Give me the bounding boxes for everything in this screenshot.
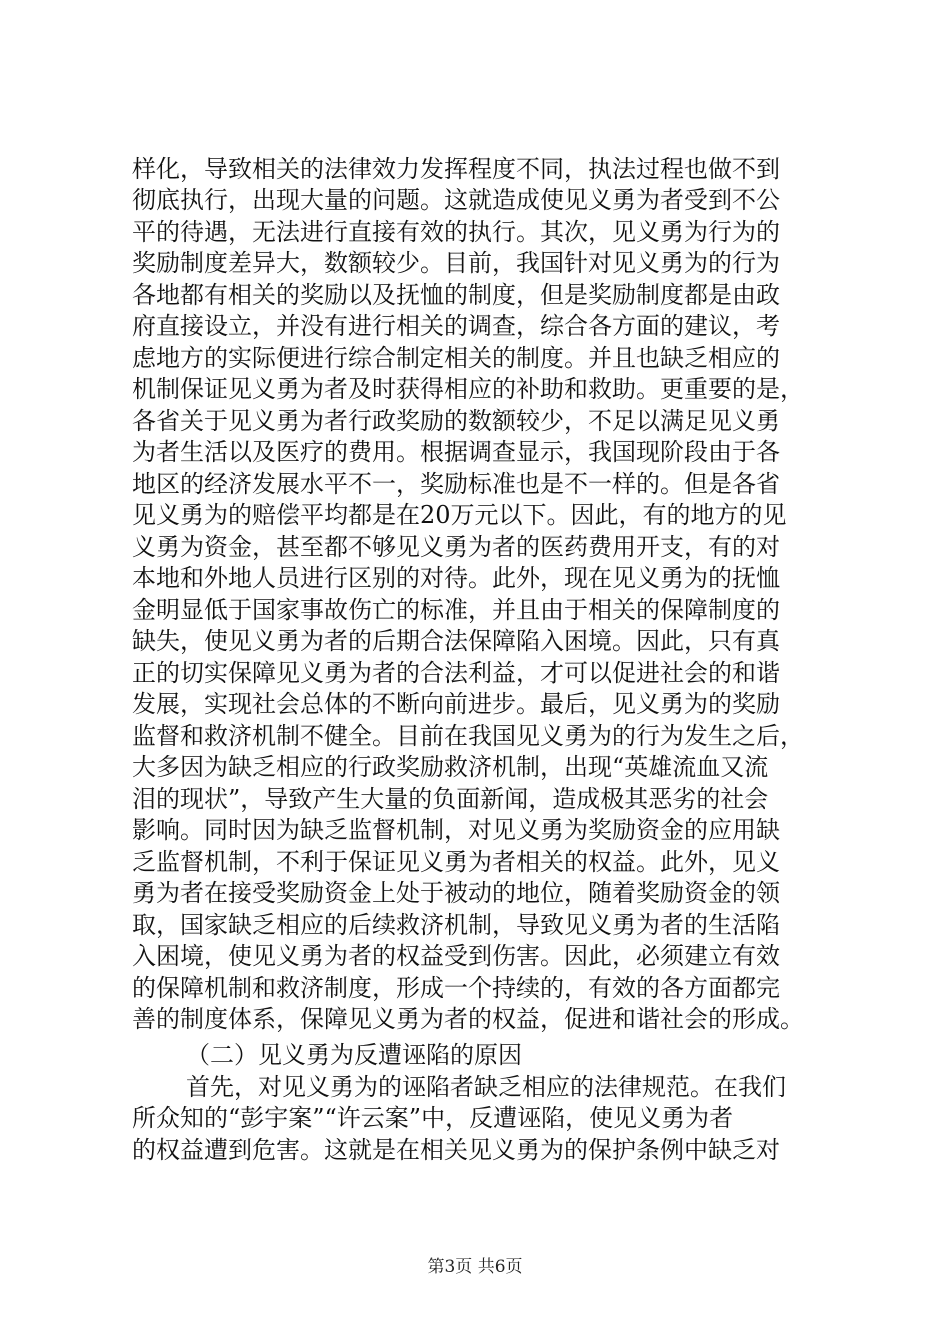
body-text-line: 见义勇为的赔偿平均都是在20万元以下。因此，有的地方的见 bbox=[132, 501, 787, 530]
body-text-line: 乏监督机制，不利于保证见义勇为者相关的权益。此外，见义 bbox=[132, 847, 780, 876]
body-text-line: 奖励制度差异大，数额较少。目前，我国针对见义勇为的行为 bbox=[132, 249, 780, 278]
body-text-line: 各省关于见义勇为者行政奖励的数额较少，不足以满足见义勇 bbox=[132, 406, 780, 435]
body-text-line: 平的待遇，无法进行直接有效的执行。其次，见义勇为行为的 bbox=[132, 217, 780, 246]
body-text-line: 彻底执行，出现大量的问题。这就造成使见义勇为者受到不公 bbox=[132, 186, 780, 215]
body-text-line: 监督和救济机制不健全。目前在我国见义勇为的行为发生之后， bbox=[132, 721, 804, 750]
body-text-line: 善的制度体系，保障见义勇为者的权益，促进和谐社会的形成。 bbox=[132, 1005, 804, 1034]
body-text-line: 虑地方的实际便进行综合制定相关的制度。并且也缺乏相应的 bbox=[132, 343, 780, 372]
body-text-line: 泪的现状”，导致产生大量的负面新闻，造成极其恶劣的社会 bbox=[132, 784, 769, 813]
body-text-line: 正的切实保障见义勇为者的合法利益，才可以促进社会的和谐 bbox=[132, 658, 780, 687]
body-text-line: 首先，对见义勇为的诬陷者缺乏相应的法律规范。在我们 bbox=[186, 1072, 786, 1101]
body-text-line: 各地都有相关的奖励以及抚恤的制度，但是奖励制度都是由政 bbox=[132, 280, 780, 309]
body-text-line: 发展，实现社会总体的不断向前进步。最后，见义勇为的奖励 bbox=[132, 690, 780, 719]
page-footer: 第3页 共6页 bbox=[427, 1257, 523, 1277]
body-text-line: 缺失，使见义勇为者的后期合法保障陷入困境。因此，只有真 bbox=[132, 627, 780, 656]
body-text-line: 影响。同时因为缺乏监督机制，对见义勇为奖励资金的应用缺 bbox=[132, 816, 780, 845]
body-text-line: 为者生活以及医疗的费用。根据调查显示，我国现阶段由于各 bbox=[132, 438, 780, 467]
body-text-line: 义勇为资金，甚至都不够见义勇为者的医药费用开支，有的对 bbox=[132, 532, 780, 561]
body-text-line: 府直接设立，并没有进行相关的调查，综合各方面的建议，考 bbox=[132, 312, 780, 341]
body-text-line: 地区的经济发展水平不一，奖励标准也是不一样的。但是各省 bbox=[132, 469, 780, 498]
body-text-line: 取，国家缺乏相应的后续救济机制，导致见义勇为者的生活陷 bbox=[132, 910, 780, 939]
body-text-line: 的权益遭到危害。这就是在相关见义勇为的保护条例中缺乏对 bbox=[132, 1135, 780, 1164]
body-text-line: 入困境，使见义勇为者的权益受到伤害。因此，必须建立有效 bbox=[132, 942, 780, 971]
body-text-line: 勇为者在接受奖励资金上处于被动的地位，随着奖励资金的领 bbox=[132, 879, 780, 908]
body-text-line: 大多因为缺乏相应的行政奖励救济机制，出现“英雄流血又流 bbox=[132, 753, 769, 782]
body-text-line: 机制保证见义勇为者及时获得相应的补助和救助。更重要的是， bbox=[132, 375, 804, 404]
body-text-line: 本地和外地人员进行区别的对待。此外，现在见义勇为的抚恤 bbox=[132, 564, 780, 593]
section-heading: （二）见义勇为反遭诬陷的原因 bbox=[186, 1041, 522, 1070]
body-text-line: 样化，导致相关的法律效力发挥程度不同，执法过程也做不到 bbox=[132, 154, 780, 183]
body-text-line: 的保障机制和救济制度，形成一个持续的，有效的各方面都完 bbox=[132, 973, 780, 1002]
body-text-line: 所众知的“彭宇案”“许云案”中，反遭诬陷，使见义勇为者 bbox=[132, 1104, 734, 1133]
body-text-line: 金明显低于国家事故伤亡的标准，并且由于相关的保障制度的 bbox=[132, 595, 780, 624]
